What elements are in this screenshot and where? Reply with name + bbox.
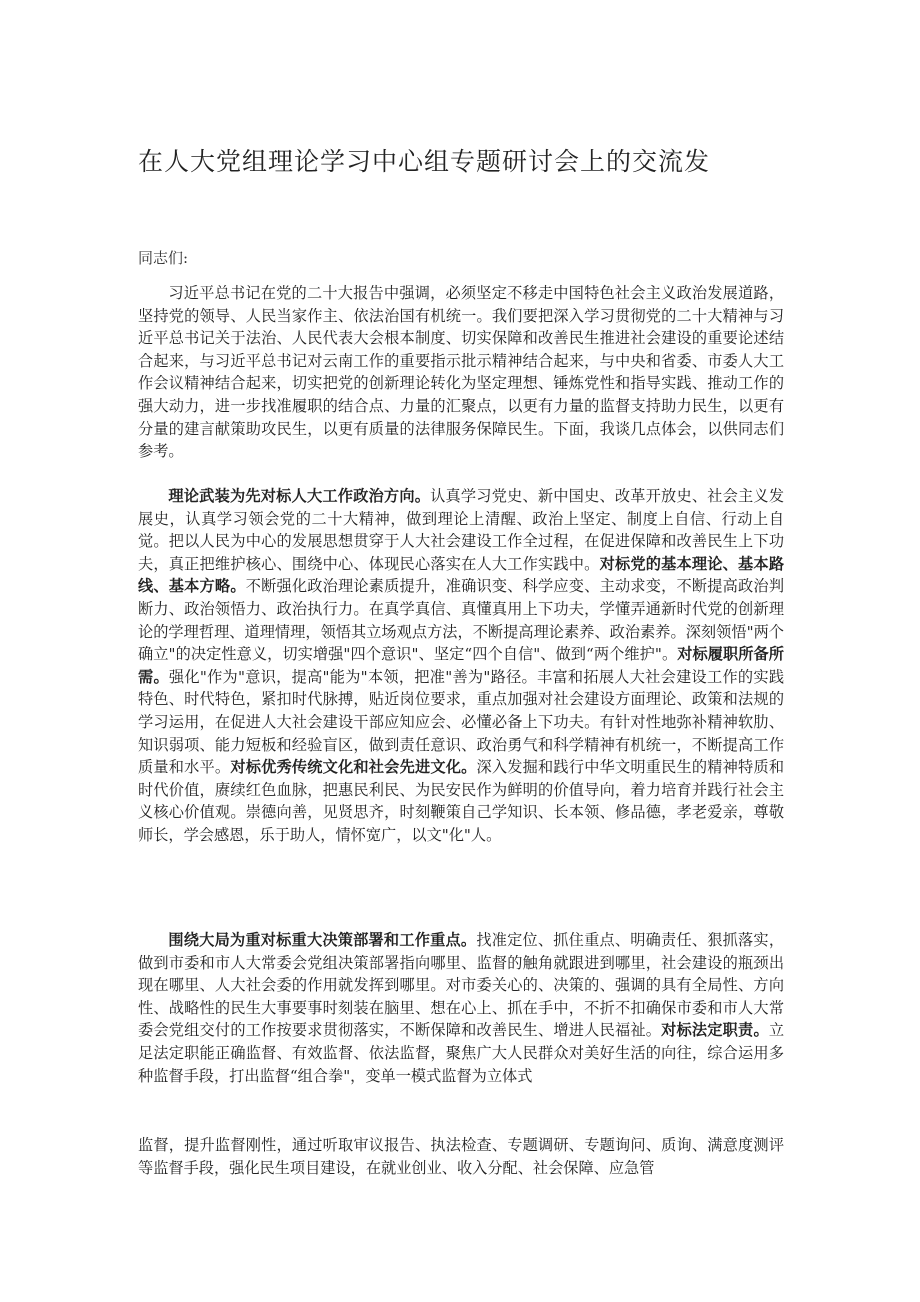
- text-segment: 不断强化政治理论素质提升，准确识变、科学应变、主动求变，不断提高政治判断力、政治领悟力、政治执行力。在真学真信、真懂真用上下功夫，学懂弄通新时代党的创新理论的学理哲理、道理情理，领悟其立场观点方法，不断提高理论素养、政治素养。深刻领悟"两个确立"的决定性意义，切实增强"四个意识"、坚定“四个自信"、做到“两个维护"。: [138, 577, 785, 664]
- heading-basic-theory: 对标党的基本理论、基本路线、基本方略。: [138, 554, 785, 596]
- heading-legal-duty: 对标法定职责。: [661, 1021, 769, 1040]
- paragraph-theory: [138, 485, 784, 847]
- heading-duty-needs: 对标履职所备所需。: [138, 645, 784, 686]
- paragraph-overall: [138, 929, 784, 1087]
- heading-overall: 围绕大局为重对标重大决策部署和工作重点。: [168, 931, 477, 949]
- paragraph-continuation: 监督，提升监督刚性，通过听取审议报告、执法检查、专题调研、专题询问、质询、满意度测评等监督手段，强化民生项目建设，在就业创业、收入分配、社会保障、应急管: [138, 1136, 784, 1177]
- text-segment: 认真学习党史、新中国史、改革开放史、社会主义发展史，认真学习领会党的二十大精神，做到理论上清醒、政治上坚定、制度上自信、行动上自觉。把以人民为中心的发展思想贯穿于人大社会建设工作全过程，在促进保障和改善民生上下功夫，真正把维护核心、围绕中心、体现民心落实在人大工作实践中。: [138, 487, 785, 573]
- salutation: 同志们:: [138, 249, 189, 267]
- text-segment: 深入发掘和践行中华文明重民生的精神特质和时代价值，赓续红色血脉，把惠民利民、为民安民作为鲜明的价值导向，着力培育并践行社会主义核心价值观。崇德向善，见贤思齐，时刻鞭策自己学知识、长本领、修品德，孝老爱亲，尊敬师长，学会感恩，乐于助人，情怀宽广，以文"化"人。: [138, 758, 785, 844]
- text-segment: 立足法定职能正确监督、有效监督、依法监督，聚焦广大人民群众对美好生活的向往，综合运用多种监督手段，打出监督“组合拳"，变单一模式监督为立体式: [138, 1021, 785, 1085]
- heading-culture: 对标优秀传统文化和社会先进文化。: [230, 758, 477, 777]
- text-segment: 找准定位、抓住重点、明确责任、狠抓落实，做到市委和市人大常委会党组决策部署指向哪里、监督的触角就跟进到哪里，社会建设的瓶颈出现在哪里、人大社会委的作用就发挥到哪里。对市委关心的、决策的、强调的具有全局性、方向性、战略性的民生大事要事时刻装在脑里、想在心上、抓在手中，不折不扣确保市委和市人大常委会党组交付的工作按要求贯彻落实，不断保障和改善民生、增进人民福祉。: [138, 931, 785, 1040]
- heading-theory: 理论武装为先对标人大工作政治方向。: [168, 487, 431, 505]
- document-title: 在人大党组理论学习中心组专题研讨会上的交流发: [138, 147, 711, 176]
- text-segment: 强化"作为"意识，提高"能为"本领，把准"善为"路径。丰富和拓展人大社会建设工作的实践特色、时代特色，紧扣时代脉搏，贴近岗位要求，重点加强对社会建设方面理论、政策和法规的学习运用，在促进人大社会建设干部应知应会、必懂必备上下功夫。有针对性地弥补精神软肋、知识弱项、能力短板和经验盲区，做到责任意识、政治勇气和科学精神有机统一，不断提高工作质量和水平。: [138, 667, 785, 777]
- paragraph-intro: 习近平总书记在党的二十大报告中强调，必须坚定不移走中国特色社会主义政治发展道路，坚持党的领导、人民当家作主、依法治国有机统一。我们要把深入学习贯彻党的二十大精神与习近平总书记关于法治、人民代表大会根本制度、切实保障和改善民生推进社会建设的重要论述结合起来，与习近平总书记对云南工作的重要指示批示精神结合起来，与中央和省委、市委人大工作会议精神结合起来，切实把党的创新理论转化为坚定理想、锤炼党性和指导实践、推动工作的强大动力，进一步找准履职的结合点、力量的汇聚点，以更有力量的监督支持助力民生，以更有分量的建言献策助攻民生，以更有质量的法律服务保障民生。下面，我谈几点体会，以供同志们参考。: [138, 284, 784, 461]
